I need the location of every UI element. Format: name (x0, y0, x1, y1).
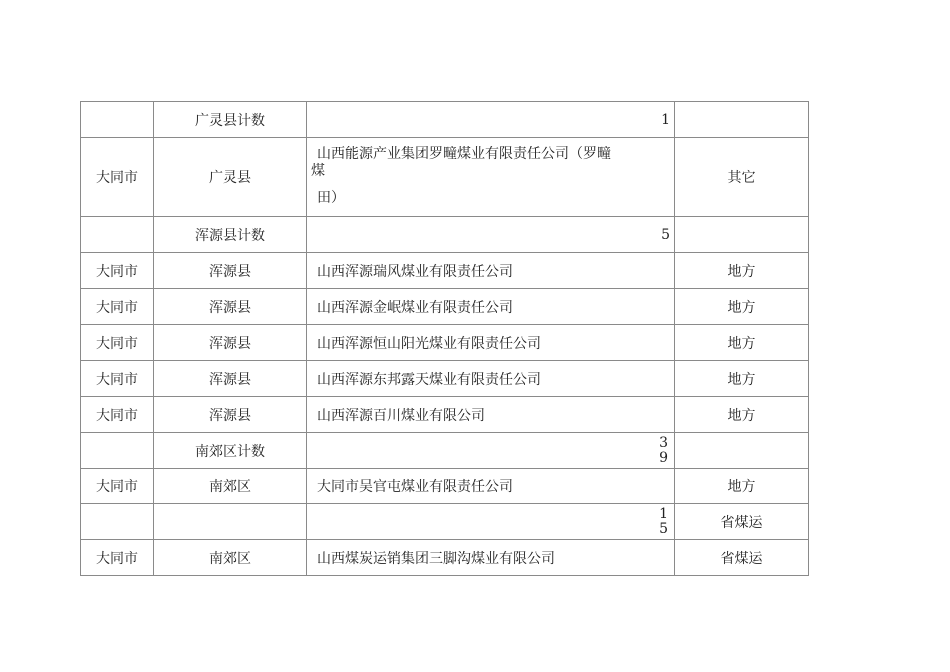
type-cell: 地方 (675, 397, 809, 433)
table-row-subtotal (81, 504, 809, 540)
city-cell (81, 433, 154, 469)
county-cell: 广灵县计数 (154, 102, 307, 138)
company-cell: 山西煤炭运销集团三脚沟煤业有限公司 (307, 540, 675, 576)
county-cell: 浑源县 (154, 253, 307, 289)
table-row (81, 361, 809, 397)
city-cell: 大同市 (81, 397, 154, 433)
type-cell: 地方 (675, 361, 809, 397)
type-cell (675, 102, 809, 138)
county-cell: 浑源县 (154, 289, 307, 325)
type-cell: 省煤运 (675, 540, 809, 576)
city-cell: 大同市 (81, 469, 154, 504)
company-cell (307, 138, 675, 217)
count-cell: 5 (307, 217, 675, 253)
type-cell: 其它 (675, 138, 809, 217)
county-cell: 浑源县 (154, 361, 307, 397)
county-cell: 浑源县 (154, 325, 307, 361)
count-digit: 1 (659, 505, 668, 522)
table-row (81, 253, 809, 289)
company-cell: 大同市吴官屯煤业有限责任公司 (307, 469, 675, 504)
table-row-subtotal (81, 102, 809, 138)
city-cell: 大同市 (81, 138, 154, 217)
company-cell: 山西浑源恒山阳光煤业有限责任公司 (307, 325, 675, 361)
coal-company-table (80, 101, 809, 576)
table-row (81, 540, 809, 576)
city-cell: 大同市 (81, 253, 154, 289)
city-cell (81, 102, 154, 138)
company-cell: 山西浑源瑞风煤业有限责任公司 (307, 253, 675, 289)
county-cell: 浑源县计数 (154, 217, 307, 253)
table-row (81, 325, 809, 361)
company-line-2: 煤 (311, 163, 325, 179)
city-cell (81, 217, 154, 253)
count-digit: 9 (659, 449, 668, 466)
count-digit: 5 (659, 520, 668, 537)
county-cell: 浑源县 (154, 397, 307, 433)
city-cell: 大同市 (81, 540, 154, 576)
count-cell: 1 (307, 102, 675, 138)
table-row (81, 469, 809, 504)
type-cell: 省煤运 (675, 504, 809, 540)
city-cell: 大同市 (81, 289, 154, 325)
table-row (81, 289, 809, 325)
count-cell (307, 504, 675, 540)
county-cell (154, 504, 307, 540)
city-cell: 大同市 (81, 325, 154, 361)
city-cell (81, 504, 154, 540)
table-row (81, 138, 809, 217)
company-cell: 山西浑源百川煤业有限公司 (307, 397, 675, 433)
type-cell: 地方 (675, 325, 809, 361)
company-cell: 山西浑源金岷煤业有限责任公司 (307, 289, 675, 325)
type-cell: 地方 (675, 253, 809, 289)
type-cell (675, 433, 809, 469)
type-cell (675, 217, 809, 253)
city-cell: 大同市 (81, 361, 154, 397)
county-cell: 南郊区计数 (154, 433, 307, 469)
county-cell: 南郊区 (154, 540, 307, 576)
county-cell: 南郊区 (154, 469, 307, 504)
company-line-3: 田） (317, 190, 345, 206)
type-cell: 地方 (675, 289, 809, 325)
company-cell: 山西浑源东邦露天煤业有限责任公司 (307, 361, 675, 397)
table-row-subtotal (81, 217, 809, 253)
type-cell: 地方 (675, 469, 809, 504)
company-line-1: 山西能源产业集团罗疃煤业有限责任公司（罗疃 (317, 146, 611, 162)
table-row (81, 397, 809, 433)
county-cell: 广灵县 (154, 138, 307, 217)
count-cell (307, 433, 675, 469)
table-row-subtotal (81, 433, 809, 469)
count-digit: 3 (659, 434, 668, 451)
